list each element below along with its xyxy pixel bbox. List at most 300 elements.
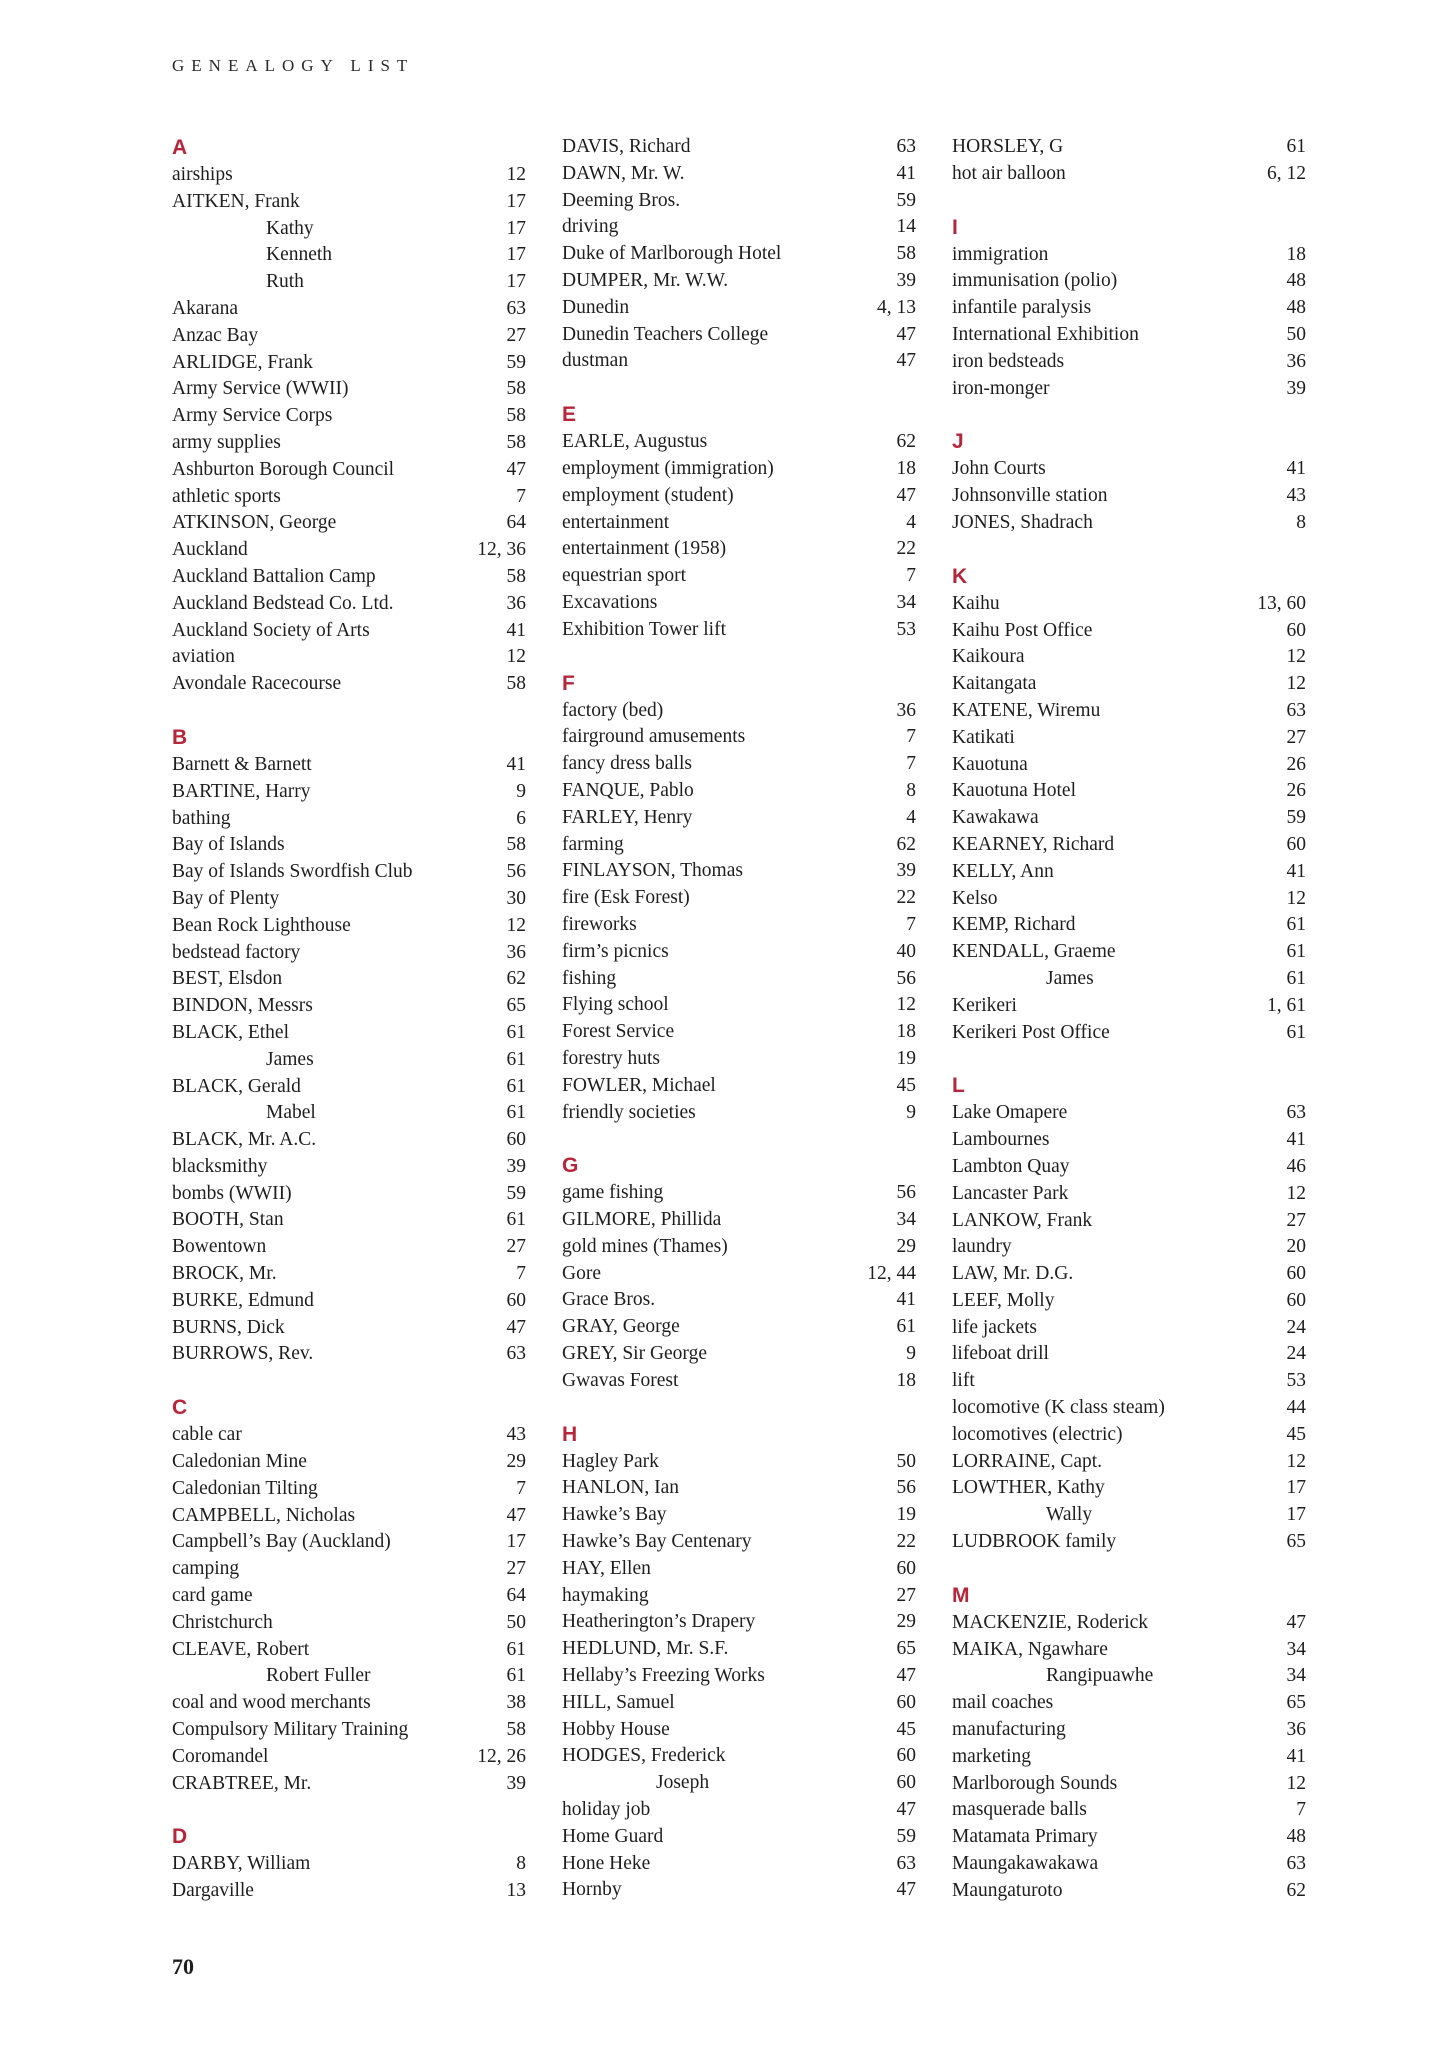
index-entry [172,296,526,323]
index-entry [562,885,916,912]
page-references: 60 [1286,1289,1306,1311]
index-section [562,1152,916,1394]
index-term: International Exhibition [952,323,1139,345]
index-entry [952,805,1306,832]
index-entry [172,1878,526,1905]
index-entry [172,1851,526,1878]
index-term: entertainment (1958) [562,538,727,560]
index-entry [952,456,1306,483]
index-term: Campbell’s Bay (Auckland) [172,1531,391,1553]
index-term: Kelso [952,887,998,909]
index-entry [562,1100,916,1127]
page-references: 17 [1286,1504,1306,1526]
index-term: mail coaches [952,1692,1054,1714]
index-entry [172,940,526,967]
index-term: marketing [952,1745,1032,1767]
index-term: KENDALL, Graeme [952,941,1116,963]
index-term: card game [172,1585,253,1607]
index-entry [172,1771,526,1798]
page-references: 50 [1286,323,1306,345]
index-entry [562,429,916,456]
index-term: Auckland Battalion Camp [172,565,376,587]
page-references: 12 [1286,887,1306,909]
page-references: 39 [1286,377,1306,399]
index-term: MACKENZIE, Roderick [952,1611,1149,1633]
page-references: 27 [1286,726,1306,748]
index-entry [172,376,526,403]
section-letter-heading: L [952,1074,965,1098]
index-entry [172,1100,526,1127]
index-term: Deeming Bros. [562,189,681,211]
index-term: BURKE, Edmund [172,1289,314,1311]
index-section [172,134,526,698]
index-term: bathing [172,807,231,829]
index-entry [952,1315,1306,1342]
index-term: FANQUE, Pablo [562,779,694,801]
index-term: Forest Service [562,1021,675,1043]
page-references: 8 [906,779,916,801]
index-entry [172,1476,526,1503]
page-references: 61 [896,1316,916,1338]
index-term: BINDON, Messrs [172,995,313,1017]
page-references: 61 [1286,967,1306,989]
page-references: 36 [1286,1719,1306,1741]
index-entry [172,269,526,296]
index-term: Duke of Marlborough Hotel [562,243,782,265]
index-entry [562,1019,916,1046]
index-entry [562,939,916,966]
index-term: fire (Esk Forest) [562,887,690,909]
section-letter-heading: H [562,1422,578,1446]
index-term: Katikati [952,726,1015,748]
page-references: 24 [1286,1343,1306,1365]
index-term: BURROWS, Rev. [172,1343,314,1365]
index-entry [952,1637,1306,1664]
page-references: 59 [506,1182,526,1204]
index-term: HODGES, Frederick [562,1745,726,1767]
index-entry [172,323,526,350]
index-term: Barnett & Barnett [172,753,312,775]
page-references: 19 [896,1504,916,1526]
index-entry [952,912,1306,939]
page-references: 17 [506,190,526,212]
index-term: Johnsonville station [952,485,1108,507]
page-references: 12 [896,994,916,1016]
page-references: 40 [896,940,916,962]
index-term: masquerade balls [952,1799,1087,1821]
section-letter-heading: D [172,1825,188,1849]
index-entry [562,1851,916,1878]
index-entry [952,242,1306,269]
index-entry [562,134,916,161]
index-term: FINLAYSON, Thomas [562,860,743,882]
section-letter-heading: K [952,564,968,588]
index-term: CAMPBELL, Nicholas [172,1504,356,1526]
index-term: hot air balloon [952,162,1066,184]
page-references: 62 [896,431,916,453]
index-entry [562,805,916,832]
index-entry [172,779,526,806]
page-references: 56 [896,1477,916,1499]
index-entry [562,1636,916,1663]
page-references: 12 [1286,646,1306,668]
index-entry [172,1234,526,1261]
index-term: cable car [172,1424,242,1446]
index-term: forestry huts [562,1047,661,1069]
page-references: 12 [506,646,526,668]
index-entry [562,510,916,537]
index-term: bombs (WWII) [172,1182,292,1204]
page-references: 44 [1286,1397,1306,1419]
index-term: LANKOW, Frank [952,1209,1093,1231]
index-entry [952,939,1306,966]
index-entry [562,912,916,939]
index-entry [952,1744,1306,1771]
index-term: employment (student) [562,484,734,506]
page-references: 65 [1286,1531,1306,1553]
index-term: Kerikeri [952,994,1017,1016]
index-term: aviation [172,646,235,668]
page-references: 17 [506,1531,526,1553]
index-term: Caledonian Mine [172,1451,307,1473]
page-references: 63 [1286,1102,1306,1124]
page-references: 36 [506,941,526,963]
page-references: 36 [506,592,526,614]
index-entry [562,188,916,215]
page-references: 17 [506,217,526,239]
index-entry [172,1529,526,1556]
index-entry [562,456,916,483]
section-letter-heading: J [952,430,964,454]
page-number: 70 [172,1954,194,1979]
index-term: BOOTH, Stan [172,1209,284,1231]
index-entry [952,295,1306,322]
page-references: 9 [516,780,526,802]
index-term: DAWN, Mr. W. [562,162,685,184]
page-references: 58 [506,834,526,856]
index-entry [952,591,1306,618]
index-entry [562,1824,916,1851]
index-term: Exhibition Tower lift [562,618,727,640]
index-section [952,134,1306,188]
index-entry [952,1127,1306,1154]
section-letter-heading: B [172,725,188,749]
index-term: Maungakawakawa [952,1853,1099,1875]
index-subterm: Robert Fuller [266,1665,371,1687]
page-references: 63 [506,297,526,319]
page-references: 50 [896,1450,916,1472]
page-references: 48 [1286,270,1306,292]
page-references: 12 [1286,1772,1306,1794]
index-entry [562,1502,916,1529]
index-term: fishing [562,967,617,989]
index-term: Kawakawa [952,807,1039,829]
page-references: 47 [506,1316,526,1338]
index-term: HILL, Samuel [562,1691,675,1713]
index-term: BROCK, Mr. [172,1263,277,1285]
page-references: 61 [506,1102,526,1124]
index-term: laundry [952,1236,1012,1258]
index-entry [952,1234,1306,1261]
index-entry [952,376,1306,403]
section-letter-heading: E [562,403,577,427]
index-term: Hawke’s Bay [562,1504,667,1526]
index-term: Army Service (WWII) [172,378,349,400]
index-term: immunisation (polio) [952,270,1118,292]
index-term: BURNS, Dick [172,1316,285,1338]
index-term: Excavations [562,591,658,613]
index-term: lifeboat drill [952,1343,1049,1365]
index-term: Flying school [562,994,669,1016]
index-entry [952,1154,1306,1181]
page-references: 59 [896,189,916,211]
page-references: 65 [896,1638,916,1660]
index-entry [952,859,1306,886]
index-term: life jackets [952,1316,1037,1338]
page-references: 12 [1286,673,1306,695]
index-entry [952,322,1306,349]
page-references: 47 [896,1665,916,1687]
section-letter-heading: G [562,1154,579,1178]
index-entry [562,1797,916,1824]
index-entry [562,563,916,590]
page-references: 41 [506,619,526,641]
index-entry [952,725,1306,752]
index-term: AITKEN, Frank [172,190,300,212]
index-subterm: Joseph [656,1772,710,1794]
index-entry [172,1047,526,1074]
page-references: 64 [506,512,526,534]
index-term: Hobby House [562,1718,670,1740]
index-term: Bay of Plenty [172,887,280,909]
page-references: 19 [896,1047,916,1069]
index-entry [172,537,526,564]
index-entry [952,1690,1306,1717]
index-term: KELLY, Ann [952,860,1054,882]
index-term: MAIKA, Ngawhare [952,1638,1108,1660]
index-entry [952,1288,1306,1315]
index-entry [172,1717,526,1744]
index-term: Lambton Quay [952,1155,1070,1177]
index-entry [172,591,526,618]
page-references: 45 [896,1074,916,1096]
page-references: 27 [1286,1209,1306,1231]
page-references: 39 [506,1155,526,1177]
index-entry [952,1717,1306,1744]
index-section [952,1072,1306,1556]
index-term: CLEAVE, Robert [172,1638,310,1660]
page-references: 50 [506,1611,526,1633]
index-section [562,670,916,1127]
index-term: Kaikoura [952,646,1025,668]
index-term: entertainment [562,511,670,533]
page-references: 27 [896,1584,916,1606]
index-entry [562,1529,916,1556]
page-references: 7 [906,913,916,935]
index-subterm: James [266,1048,314,1070]
index-entry [172,1503,526,1530]
index-term: KEARNEY, Richard [952,833,1115,855]
page-references: 4, 13 [877,296,916,318]
page-references: 41 [506,753,526,775]
index-term: fireworks [562,913,637,935]
index-entry [562,483,916,510]
page-references: 47 [896,1879,916,1901]
page-references: 34 [896,1209,916,1231]
index-entry [562,1180,916,1207]
index-term: ATKINSON, George [172,512,337,534]
page-references: 6, 12 [1267,162,1306,184]
page-references: 30 [506,887,526,909]
index-term: Kaihu Post Office [952,619,1093,641]
page-references: 24 [1286,1316,1306,1338]
page-references: 56 [896,967,916,989]
index-term: farming [562,833,624,855]
page-references: 61 [506,1048,526,1070]
index-term: BLACK, Ethel [172,1021,289,1043]
index-entry [952,1529,1306,1556]
page-references: 47 [1286,1611,1306,1633]
page-references: 9 [906,1101,916,1123]
index-entry [562,1234,916,1261]
index-entry [562,832,916,859]
index-entry [172,564,526,591]
index-entry [952,1020,1306,1047]
index-term: Heatherington’s Drapery [562,1611,756,1633]
page-references: 58 [506,431,526,453]
index-term: Grace Bros. [562,1289,656,1311]
index-section [562,134,916,375]
running-head: GENEALOGY LIST [172,56,415,75]
index-entry [562,966,916,993]
page-references: 43 [1286,485,1306,507]
index-entry [562,724,916,751]
index-term: Coromandel [172,1745,269,1767]
page-references: 53 [896,618,916,640]
section-letter-heading: C [172,1396,188,1420]
index-term: Auckland Society of Arts [172,619,370,641]
index-term: Gore [562,1262,601,1284]
index-subterm: Kenneth [266,244,333,266]
index-entry [952,483,1306,510]
page-references: 26 [1286,780,1306,802]
page-references: 12 [1286,1450,1306,1472]
index-subterm: Rangipuawhe [1046,1665,1154,1687]
index-entry [562,1743,916,1770]
index-entry [172,1610,526,1637]
page-references: 47 [896,323,916,345]
page-references: 63 [896,1852,916,1874]
page-references: 7 [1296,1799,1306,1821]
page-references: 8 [516,1853,526,1875]
index-entry [172,1181,526,1208]
index-term: Kaitangata [952,673,1037,695]
page-references: 13 [506,1880,526,1902]
index-entry [172,618,526,645]
index-section [172,1823,526,1905]
page-references: 62 [506,968,526,990]
page-references: 60 [896,1772,916,1794]
page-references: 59 [896,1825,916,1847]
page-references: 27 [506,324,526,346]
section-letter-heading: M [952,1583,970,1607]
index-entry [952,1208,1306,1235]
index-term: Hagley Park [562,1450,659,1472]
index-entry [562,992,916,1019]
index-section [952,563,1306,1047]
index-entry [172,1663,526,1690]
page-references: 17 [506,271,526,293]
page-references: 60 [1286,619,1306,641]
index-entry [172,1449,526,1476]
index-entry [562,1261,916,1288]
page-references: 7 [516,485,526,507]
index-entry [562,1770,916,1797]
index-term: Dargaville [172,1880,254,1902]
index-entry [172,1127,526,1154]
page-references: 38 [506,1692,526,1714]
page-references: 36 [1286,350,1306,372]
index-entry [562,1368,916,1395]
page-references: 61 [506,1021,526,1043]
page-references: 45 [1286,1423,1306,1445]
index-column-3 [952,134,1306,1931]
index-entry [172,644,526,671]
index-entry [562,214,916,241]
index-entry [562,1609,916,1636]
index-entry [562,268,916,295]
index-term: fancy dress balls [562,753,692,775]
index-entry [562,590,916,617]
page-references: 53 [1286,1370,1306,1392]
page-references: 18 [896,1021,916,1043]
page-references: 58 [896,243,916,265]
index-subterm: James [1046,967,1094,989]
page-references: 22 [896,538,916,560]
page-references: 62 [896,833,916,855]
page-references: 63 [506,1343,526,1365]
index-entry [952,1475,1306,1502]
index-term: Auckland Bedstead Co. Ltd. [172,592,394,614]
index-term: FOWLER, Michael [562,1074,716,1096]
index-entry [562,241,916,268]
page-references: 12 [506,164,526,185]
index-entry [172,242,526,269]
page-references: 41 [896,1289,916,1311]
index-entry [952,1395,1306,1422]
page-references: 59 [1286,807,1306,829]
index-term: game fishing [562,1182,664,1204]
page-references: 29 [896,1235,916,1257]
index-term: DAVIS, Richard [562,136,691,157]
index-term: immigration [952,243,1049,265]
page-references: 12, 26 [477,1745,526,1767]
index-entry [562,348,916,375]
index-term: Home Guard [562,1825,664,1847]
index-term: Caledonian Tilting [172,1477,318,1499]
page-references: 62 [1286,1879,1306,1901]
index-term: Auckland [172,539,248,561]
index-entry [172,806,526,833]
index-term: Maungaturoto [952,1879,1063,1901]
index-entry [952,1422,1306,1449]
index-entry [562,617,916,644]
index-term: BEST, Elsdon [172,968,283,990]
page-references: 58 [506,565,526,587]
page-references: 56 [896,1182,916,1204]
page-references: 65 [1286,1692,1306,1714]
index-entry [952,1449,1306,1476]
